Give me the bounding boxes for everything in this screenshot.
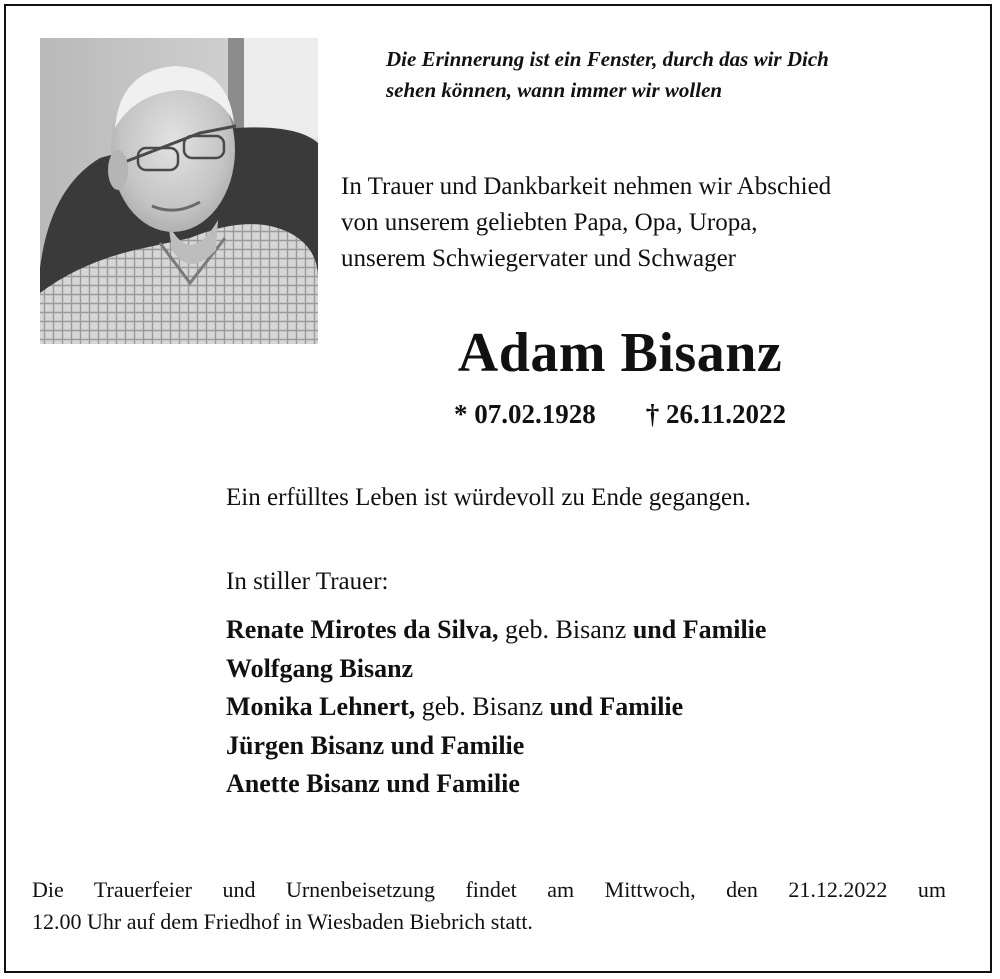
mourner-birth-name: geb. Bisanz [415,692,550,721]
mourner-name: Anette Bisanz und Familie [226,769,520,798]
intro-line-1: In Trauer und Dankbarkeit nehmen wir Abschied [341,173,832,200]
portrait-photo [40,38,318,344]
mourner-entry [226,765,966,804]
mourners-list [226,611,966,804]
life-dates [300,394,940,434]
mourner-name: Renate Mirotes da Silva, [226,615,499,644]
death-date: † 26.11.2022 [645,399,786,429]
mourner-suffix: und Familie [549,692,684,721]
quote-line-1: Die Erinnerung ist ein Fenster, durch das wir Dich [386,47,829,71]
life-statement: Ein erfülltes Leben ist würdevoll zu Ende gegangen. [226,484,751,511]
ceremony-line-1: Die Trauerfeier und Urnenbeisetzung findet am Mittwoch, den 21.12.2022 um [32,877,946,902]
ceremony-info [32,874,946,938]
mourner-suffix: und Familie [632,615,767,644]
intro-line-3: unserem Schwiegervater und Schwager [341,245,736,272]
ceremony-line-2: 12.00 Uhr auf dem Friedhof in Wiesbaden Biebrich statt. [32,909,533,934]
farewell-intro [341,169,981,277]
mourning-heading: In stiller Trauer: [226,568,389,595]
mourner-entry [226,650,966,689]
mourner-entry [226,727,966,766]
mourner-name: Wolfgang Bisanz [226,653,414,683]
deceased-name: Adam Bisanz [457,322,783,384]
mourner-entry [226,611,966,650]
birth-date: * 07.02.1928 [453,399,596,429]
mourner-name: Jürgen Bisanz und Familie [226,730,525,760]
mourner-birth-name: geb. Bisanz [498,615,633,644]
intro-line-2: von unserem geliebten Papa, Opa, Uropa, [341,209,758,236]
mourner-name: Monika Lehnert, [226,692,416,721]
portrait-image [40,38,318,344]
quote-line-2: sehen können, wann immer wir wollen [386,78,723,102]
mourner-entry [226,688,966,727]
memorial-quote [386,44,946,106]
